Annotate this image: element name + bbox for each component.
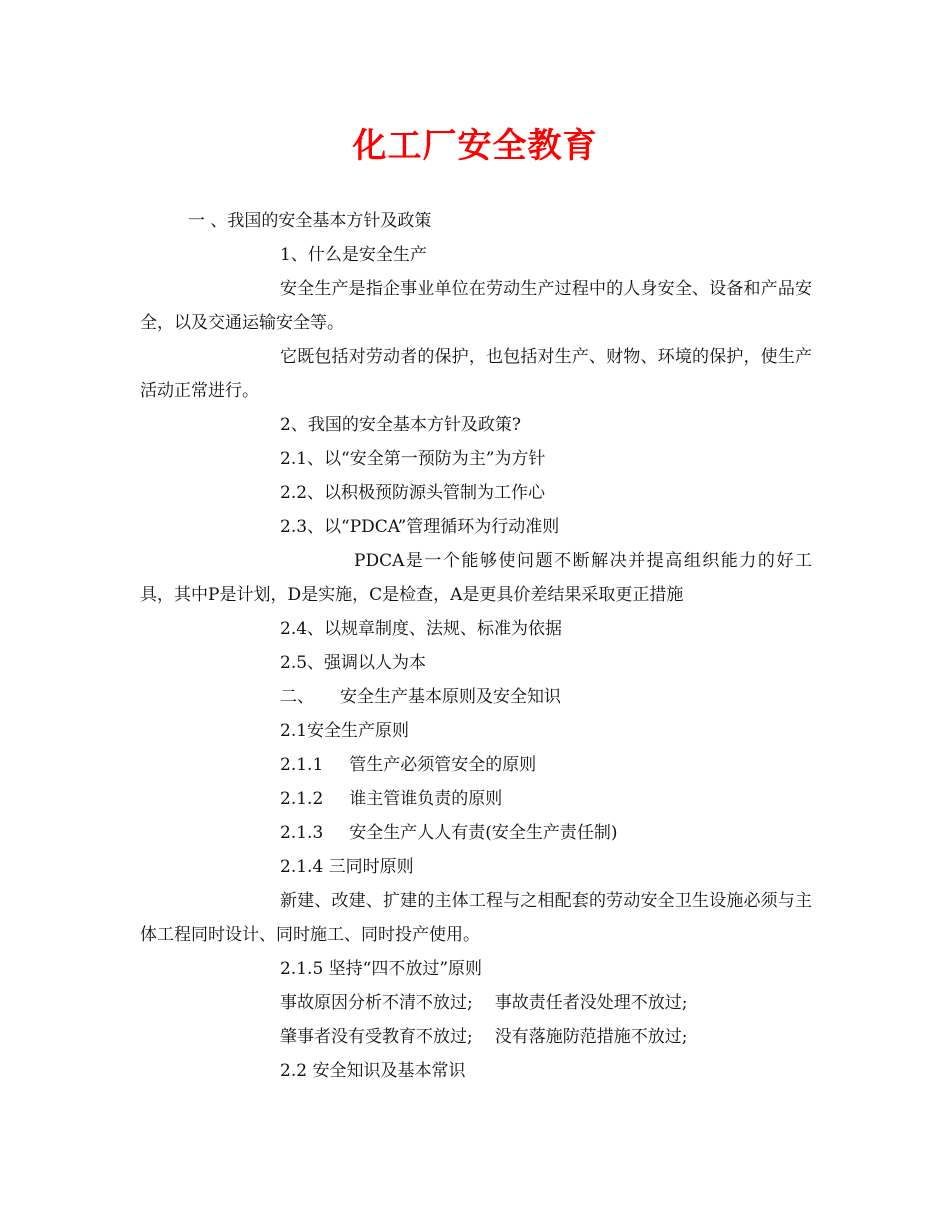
policy-item-2-3: 2.3、以“PDCA”管理循环为行动准则	[280, 517, 560, 537]
document-title: 化工厂安全教育	[352, 126, 598, 166]
section-2-heading	[140, 680, 812, 714]
policy-item-2-1: 2.1、以“安全第一预防为主”为方针	[280, 449, 546, 469]
principle-text: 安全生产人人有责(安全生产责任制)	[349, 823, 618, 843]
four-not-right: 没有落施防范措施不放过;	[494, 1027, 688, 1047]
section-1-heading: 一 、我国的安全基本方针及政策	[188, 211, 432, 231]
paragraph-three-simultaneous: 新建、改建、扩建的主体工程与之相配套的劳动安全卫生设施必须与主体工程同时设计、同时施工、同时投产使用。	[140, 891, 812, 945]
principle-number: 2.1.1	[280, 755, 324, 775]
principle-text: 谁主管谁负责的原则	[349, 789, 503, 809]
principle-item	[140, 748, 812, 782]
subsection-1-heading: 1、什么是安全生产	[280, 245, 427, 265]
document-body	[140, 204, 812, 1088]
paragraph-pdca: PDCA是一个能够使问题不断解决并提高组织能力的好工具，其中P是计划，D是实施，C是检查，A是更具价差结果采取更正措施	[140, 551, 812, 605]
principle-number: 2.1.3	[280, 823, 324, 843]
principles-heading: 2.1安全生产原则	[280, 721, 410, 741]
four-not-left: 事故原因分析不清不放过;	[280, 993, 473, 1013]
policy-item-2-5: 2.5、强调以人为本	[280, 653, 427, 673]
section-2-number: 二、	[280, 687, 314, 707]
principle-text: 管生产必须管安全的原则	[349, 755, 537, 775]
paragraph-safety-definition: 安全生产是指企事业单位在劳动生产过程中的人身安全、设备和产品安全，以及交通运输安全等。	[140, 279, 812, 333]
principle-number: 2.1.2	[280, 789, 324, 809]
four-not-right: 事故责任者没处理不放过;	[494, 993, 688, 1013]
principle-2-1-5: 2.1.5 坚持“四不放过”原则	[280, 959, 483, 979]
section-2-text: 安全生产基本原则及安全知识	[340, 687, 561, 707]
four-not-row	[140, 1020, 812, 1054]
four-not-left: 肇事者没有受教育不放过;	[280, 1027, 473, 1047]
principle-2-1-4: 2.1.4 三同时原则	[280, 857, 414, 877]
paragraph-safety-scope: 它既包括对劳动者的保护，也包括对生产、财物、环境的保护，使生产活动正常进行。	[140, 347, 812, 401]
principle-item	[140, 816, 812, 850]
subsection-2-2-heading: 2.2 安全知识及基本常识	[280, 1061, 466, 1081]
subsection-2-heading: 2、我国的安全基本方针及政策?	[280, 415, 521, 435]
four-not-row	[140, 986, 812, 1020]
policy-item-2-2: 2.2、以积极预防源头管制为工作心	[280, 483, 546, 503]
policy-item-2-4: 2.4、以规章制度、法规、标准为依据	[280, 619, 563, 639]
principle-item	[140, 782, 812, 816]
